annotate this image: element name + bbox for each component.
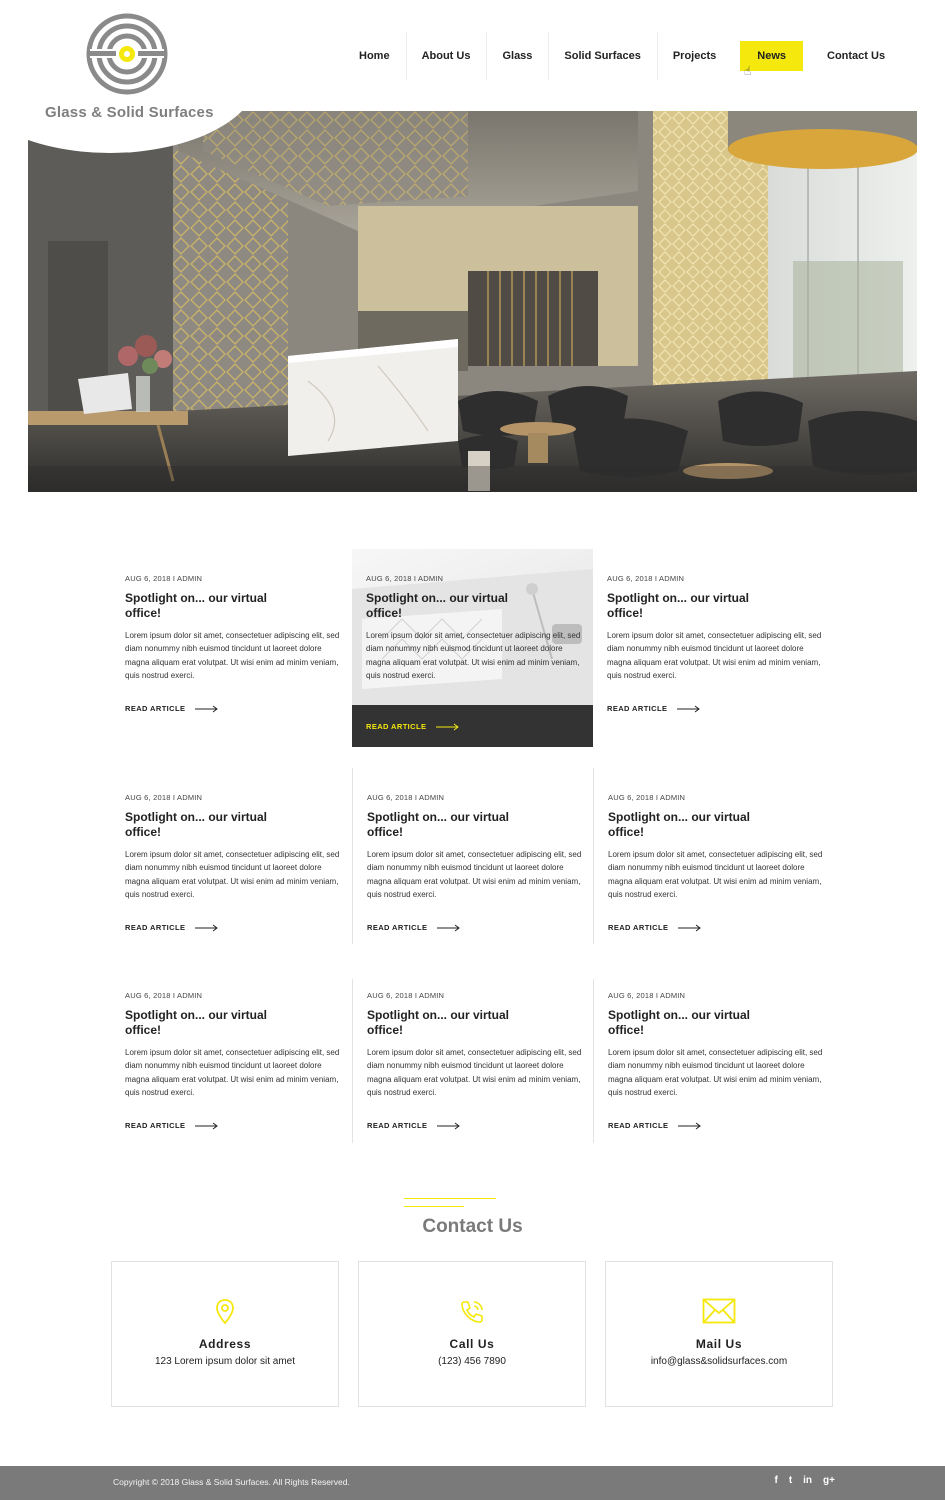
article-card <box>593 979 834 1143</box>
article-card <box>352 768 593 944</box>
main-nav <box>343 32 901 80</box>
hero-interior-illustration <box>28 111 917 492</box>
hero-image <box>28 111 917 492</box>
twitter-icon[interactable]: t <box>788 1475 793 1486</box>
logo-text: Glass & Solid Surfaces <box>45 104 214 121</box>
arrow-right-icon <box>678 924 702 932</box>
article-card <box>111 549 352 747</box>
article-title[interactable]: Spotlight on... our virtual office! <box>608 810 750 839</box>
email-address[interactable]: info@glass&solidsurfaces.com <box>650 1356 788 1367</box>
article-excerpt: Lorem ipsum dolor sit amet, consectetuer adipiscing elit, sed diam nonummy nibh euismod tincidunt ut laoreet dolore magna aliquam erat volutpat. Ut wisi enim ad minim veniam, quis nostrud exerci. <box>608 1048 823 1097</box>
article-title[interactable]: Spotlight on... our virtual office! <box>607 591 749 620</box>
read-article-link[interactable] <box>125 923 219 932</box>
nav-news[interactable]: News <box>740 41 803 71</box>
article-meta: AUG 6, 2018 I ADMIN <box>125 574 203 583</box>
article-excerpt: Lorem ipsum dolor sit amet, consectetuer adipiscing elit, sed diam nonummy nibh euismod tincidunt ut laoreet dolore magna aliquam erat volutpat. Ut wisi enim ad minim veniam, quis nostrud exerci. <box>125 631 340 680</box>
logo-icon <box>86 13 168 95</box>
read-article-link[interactable] <box>366 722 460 731</box>
nav-solid-surfaces[interactable]: Solid Surfaces <box>548 41 656 71</box>
article-meta: AUG 6, 2018 I ADMIN <box>125 793 203 802</box>
article-meta: AUG 6, 2018 I ADMIN <box>608 793 686 802</box>
article-meta: AUG 6, 2018 I ADMIN <box>125 991 203 1000</box>
read-article-link[interactable] <box>367 923 461 932</box>
read-article-link[interactable] <box>125 1121 219 1130</box>
logo[interactable] <box>0 0 270 155</box>
arrow-right-icon <box>437 924 461 932</box>
read-article-label: READ ARTICLE <box>367 1121 428 1130</box>
article-title[interactable]: Spotlight on... our virtual office! <box>125 591 267 620</box>
article-card <box>352 979 593 1143</box>
read-article-label: READ ARTICLE <box>125 1121 186 1130</box>
read-article-link[interactable] <box>125 704 219 713</box>
article-excerpt: Lorem ipsum dolor sit amet, consectetuer adipiscing elit, sed diam nonummy nibh euismod tincidunt ut laoreet dolore magna aliquam erat volutpat. Ut wisi enim ad minim veniam, quis nostrud exerci. <box>608 850 823 899</box>
article-excerpt: Lorem ipsum dolor sit amet, consectetuer adipiscing elit, sed diam nonummy nibh euismod tincidunt ut laoreet dolore magna aliquam erat volutpat. Ut wisi enim ad minim veniam, quis nostrud exerci. <box>125 1048 340 1097</box>
arrow-right-icon <box>677 705 701 713</box>
article-meta: AUG 6, 2018 I ADMIN <box>367 991 445 1000</box>
article-card-featured[interactable] <box>352 549 593 747</box>
nav-home[interactable]: Home <box>359 50 390 62</box>
linkedin-icon[interactable]: in <box>803 1475 813 1486</box>
read-article-link[interactable] <box>608 1121 702 1130</box>
read-article-label: READ ARTICLE <box>125 923 186 932</box>
map-pin-icon <box>215 1298 235 1326</box>
article-meta: AUG 6, 2018 I ADMIN <box>607 574 685 583</box>
article-title[interactable]: Spotlight on... our virtual office! <box>608 1008 750 1037</box>
article-title[interactable]: Spotlight on... our virtual office! <box>367 810 509 839</box>
article-meta: AUG 6, 2018 I ADMIN <box>608 991 686 1000</box>
call-label: Call Us <box>449 1337 495 1351</box>
article-title[interactable]: Spotlight on... our virtual office! <box>125 1008 267 1037</box>
arrow-right-icon <box>678 1122 702 1130</box>
read-article-label: READ ARTICLE <box>608 923 669 932</box>
article-meta: AUG 6, 2018 I ADMIN <box>367 793 445 802</box>
contact-address-card <box>111 1261 339 1407</box>
article-title[interactable]: Spotlight on... our virtual office! <box>125 810 267 839</box>
article-excerpt: Lorem ipsum dolor sit amet, consectetuer adipiscing elit, sed diam nonummy nibh euismod tincidunt ut laoreet dolore magna aliquam erat volutpat. Ut wisi enim ad minim veniam, quis nostrud exerci. <box>125 850 340 899</box>
arrow-right-icon <box>195 705 219 713</box>
mail-label: Mail Us <box>695 1337 743 1351</box>
read-article-label: READ ARTICLE <box>125 704 186 713</box>
article-card <box>111 768 352 944</box>
contact-call-card <box>358 1261 586 1407</box>
google-plus-icon[interactable]: g+ <box>823 1475 835 1486</box>
envelope-icon <box>702 1298 736 1324</box>
phone-icon <box>458 1298 486 1326</box>
address-value: 123 Lorem ipsum dolor sit amet <box>154 1356 296 1367</box>
read-article-link[interactable] <box>607 704 701 713</box>
nav-glass[interactable]: Glass <box>486 41 548 71</box>
contact-mail-card <box>605 1261 833 1407</box>
arrow-right-icon <box>195 924 219 932</box>
read-article-link[interactable] <box>608 923 702 932</box>
article-meta: AUG 6, 2018 I ADMIN <box>366 574 444 583</box>
article-card <box>593 549 834 747</box>
contact-section-title: Contact Us <box>422 1216 523 1237</box>
article-card <box>111 966 352 1143</box>
phone-number[interactable]: (123) 456 7890 <box>438 1356 506 1367</box>
nav-contact-us[interactable]: Contact Us <box>827 50 886 62</box>
read-article-link[interactable] <box>367 1121 461 1130</box>
arrow-right-icon <box>436 723 460 731</box>
article-title[interactable]: Spotlight on... our virtual office! <box>367 1008 509 1037</box>
social-links <box>774 1475 835 1486</box>
facebook-icon[interactable]: f <box>774 1475 778 1486</box>
address-label: Address <box>198 1337 252 1351</box>
article-title[interactable]: Spotlight on... our virtual office! <box>366 591 508 620</box>
contact-accent-line <box>404 1206 464 1207</box>
hand-cursor-icon: ☝ <box>744 64 752 78</box>
article-excerpt: Lorem ipsum dolor sit amet, consectetuer adipiscing elit, sed diam nonummy nibh euismod tincidunt ut laoreet dolore magna aliquam erat volutpat. Ut wisi enim ad minim veniam, quis nostrud exerci. <box>366 631 581 680</box>
article-excerpt: Lorem ipsum dolor sit amet, consectetuer adipiscing elit, sed diam nonummy nibh euismod tincidunt ut laoreet dolore magna aliquam erat volutpat. Ut wisi enim ad minim veniam, quis nostrud exerci. <box>367 850 582 899</box>
read-article-label: READ ARTICLE <box>607 704 668 713</box>
article-card <box>593 768 834 944</box>
arrow-right-icon <box>195 1122 219 1130</box>
arrow-right-icon <box>437 1122 461 1130</box>
copyright-text: Copyright © 2018 Glass & Solid Surfaces. All Rights Reserved. <box>113 1477 350 1487</box>
nav-projects[interactable]: Projects <box>657 41 732 71</box>
site-footer <box>0 1466 945 1500</box>
read-article-label: READ ARTICLE <box>608 1121 669 1130</box>
read-article-label: READ ARTICLE <box>366 722 427 731</box>
read-article-label: READ ARTICLE <box>367 923 428 932</box>
site-header <box>0 0 945 121</box>
nav-about-us[interactable]: About Us <box>406 41 487 71</box>
contact-accent-line <box>404 1198 496 1199</box>
article-excerpt: Lorem ipsum dolor sit amet, consectetuer adipiscing elit, sed diam nonummy nibh euismod tincidunt ut laoreet dolore magna aliquam erat volutpat. Ut wisi enim ad minim veniam, quis nostrud exerci. <box>367 1048 582 1097</box>
article-excerpt: Lorem ipsum dolor sit amet, consectetuer adipiscing elit, sed diam nonummy nibh euismod tincidunt ut laoreet dolore magna aliquam erat volutpat. Ut wisi enim ad minim veniam, quis nostrud exerci. <box>607 631 822 680</box>
